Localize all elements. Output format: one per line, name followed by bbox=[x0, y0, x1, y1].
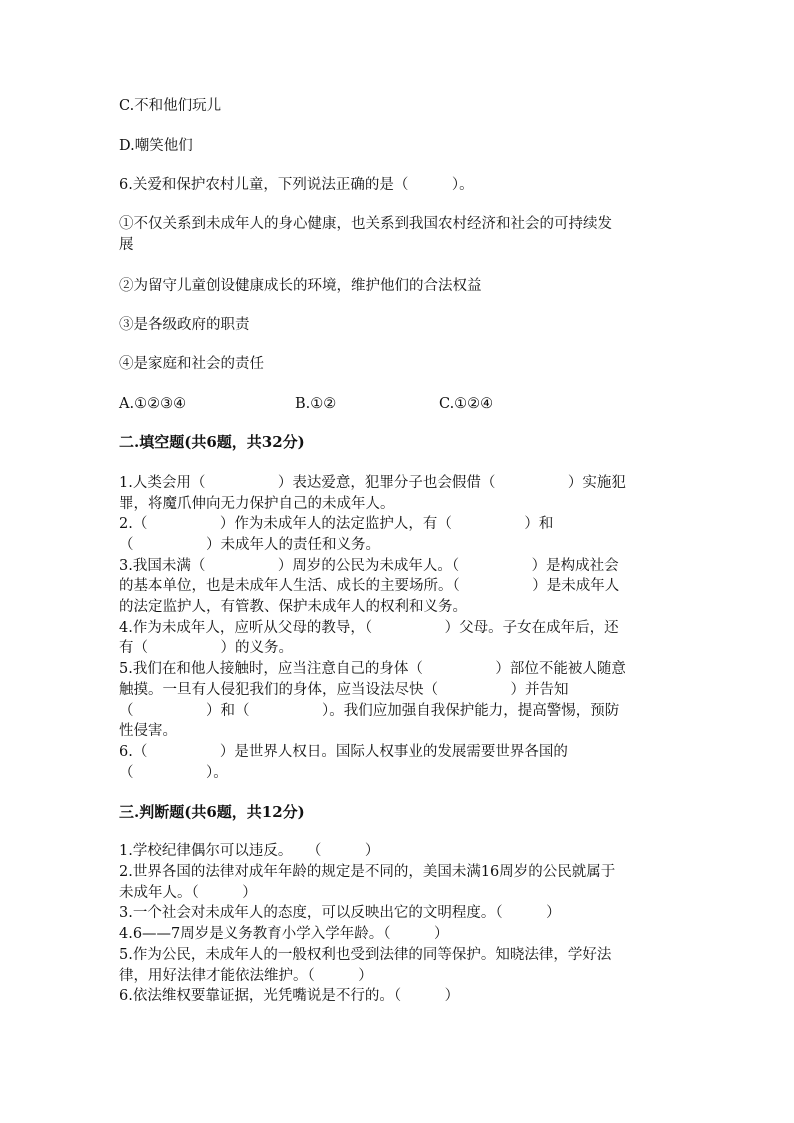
fill-line: 3.我国未满（ ）周岁的公民为未成年人。（ ）是构成社会 bbox=[119, 558, 619, 574]
q6-statement-2: ②为留守儿童创设健康成长的环境，维护他们的合法权益 bbox=[119, 278, 482, 294]
judge-line: 4.6——7周岁是义务教育小学入学年龄。（ ） bbox=[119, 926, 449, 942]
q6-statement-1: ①不仅关系到未成年人的身心健康，也关系到我国农村经济和社会的可持续发 bbox=[119, 216, 612, 232]
judge-line: 律，用好法律才能依法维护。（ ） bbox=[119, 968, 373, 984]
judge-line: 未成年人。（ ） bbox=[119, 885, 257, 901]
judge-section-title: 三.判断题(共6题，共12分) bbox=[119, 803, 305, 821]
fill-line: （ ）和（ ）。我们应加强自我保护能力，提高警惕，预防 bbox=[119, 703, 620, 719]
fill-line: 有（ ）的义务。 bbox=[119, 640, 293, 656]
q6-statement-3: ③是各级政府的职责 bbox=[119, 317, 250, 333]
fill-line: 1.人类会用（ ）表达爱意，犯罪分子也会假借（ ）实施犯 bbox=[119, 475, 626, 491]
judge-line: 3.一个社会对未成年人的态度，可以反映出它的文明程度。（ ） bbox=[119, 905, 561, 921]
q5-option-c: C.不和他们玩儿 bbox=[119, 98, 222, 114]
fill-line: 的基本单位，也是未成年人生活、成长的主要场所。（ ）是未成年人 bbox=[119, 578, 620, 594]
fill-line: 4.作为未成年人，应听从父母的教导，（ ）父母。子女在成年后，还 bbox=[119, 620, 619, 636]
q6-option-b: B.①② bbox=[295, 396, 337, 412]
fill-line: 2.（ ）作为未成年人的法定监护人，有（ ）和 bbox=[119, 516, 554, 532]
q6-statement-4: ④是家庭和社会的责任 bbox=[119, 356, 264, 372]
judge-line: 1.学校纪律偶尔可以违反。 （ ） bbox=[119, 843, 380, 859]
q5-option-d: D.嘲笑他们 bbox=[119, 138, 193, 154]
fill-line: 触摸。一旦有人侵犯我们的身体，应当设法尽快（ ）并告知 bbox=[119, 682, 569, 698]
judge-line: 6.依法维权要靠证据，光凭嘴说是不行的。（ ） bbox=[119, 988, 460, 1004]
fill-line: 性侵害。 bbox=[119, 723, 177, 739]
judge-line: 2.世界各国的法律对成年年龄的规定是不同的，美国未满16周岁的公民就属于 bbox=[119, 864, 616, 880]
fill-line: （ ）。 bbox=[119, 765, 228, 781]
q6-stem: 6.关爱和保护农村儿童，下列说法正确的是（ ）。 bbox=[119, 177, 474, 193]
q6-option-a: A.①②③④ bbox=[119, 396, 187, 412]
fill-line: 罪，将魔爪伸向无力保护自己的未成年人。 bbox=[119, 496, 395, 512]
q6-statement-1-cont: 展 bbox=[119, 237, 134, 253]
fill-line: 6.（ ）是世界人权日。国际人权事业的发展需要世界各国的 bbox=[119, 744, 568, 760]
fill-line: 的法定监护人，有管教、保护未成年人的权利和义务。 bbox=[119, 599, 467, 615]
judge-line: 5.作为公民，未成年人的一般权利也受到法律的同等保护。知晓法律，学好法 bbox=[119, 947, 612, 963]
fill-section-title: 二.填空题(共6题，共32分) bbox=[119, 433, 305, 451]
q6-option-c: C.①②④ bbox=[439, 396, 494, 412]
q6-options bbox=[119, 394, 679, 414]
fill-line: （ ）未成年人的责任和义务。 bbox=[119, 537, 380, 553]
fill-line: 5.我们在和他人接触时，应当注意自己的身体（ ）部位不能被人随意 bbox=[119, 661, 626, 677]
